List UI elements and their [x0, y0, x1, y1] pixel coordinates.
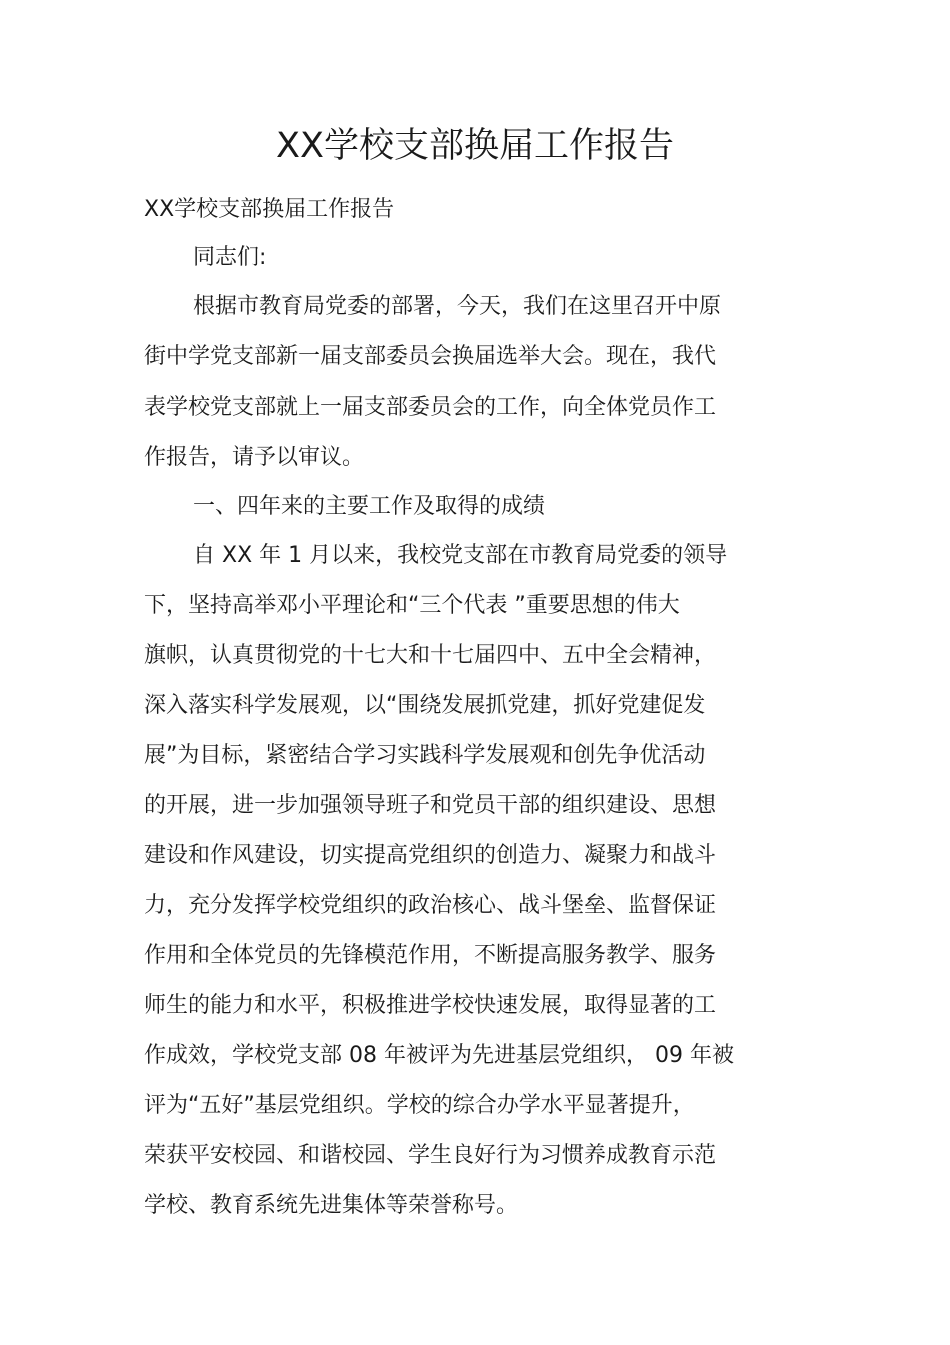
paragraph-line: 评为“五好”基层党组织。学校的综合办学水平显著提升， [144, 1093, 695, 1118]
paragraph-line: 展”为目标，紧密结合学习实践科学发展观和创先争优活动 [144, 743, 706, 768]
paragraph-line: 根据市教育局党委的部署，今天，我们在这里召开中原 [193, 294, 722, 319]
salutation-line: 同志们: [193, 245, 267, 270]
paragraph-line: 的开展，进一步加强领导班子和党员干部的组织建设、思想 [144, 793, 717, 818]
paragraph-line: 自 XX 年 1 月以来，我校党支部在市教育局党委的领导 [193, 543, 728, 568]
paragraph-line: 深入落实科学发展观，以“围绕发展抓党建，抓好党建促发 [144, 693, 706, 718]
paragraph-line: 建设和作风建设，切实提高党组织的创造力、凝聚力和战斗 [144, 843, 717, 868]
paragraph-line: 作用和全体党员的先锋模范作用，不断提高服务教学、服务 [144, 943, 717, 968]
paragraph-line: 力，充分发挥学校党组织的政治核心、战斗堡垒、监督保证 [144, 893, 717, 918]
paragraph-line: 师生的能力和水平，积极推进学校快速发展，取得显著的工 [144, 993, 717, 1018]
paragraph-line: 荣获平安校园、和谐校园、学生良好行为习惯养成教育示范 [144, 1143, 717, 1168]
paragraph-line: 作报告，请予以审议。 [144, 445, 365, 470]
paragraph-line: 旗帜，认真贯彻党的十七大和十七届四中、五中全会精神， [144, 643, 717, 668]
paragraph-line: 作成效，学校党支部 08 年被评为先进基层党组织， 09 年被 [144, 1043, 734, 1068]
paragraph-line: 表学校党支部就上一届支部委员会的工作，向全体党员作工 [144, 395, 717, 420]
subtitle-line: XX学校支部换届工作报告 [144, 197, 395, 222]
paragraph-line: 学校、教育系统先进集体等荣誉称号。 [144, 1193, 519, 1218]
section-heading: 一、四年来的主要工作及取得的成绩 [193, 494, 546, 519]
paragraph-line: 下，坚持高举邓小平理论和“三个代表 ”重要思想的伟大 [144, 593, 680, 618]
paragraph-line: 街中学党支部新一届支部委员会换届选举大会。现在，我代 [144, 344, 717, 369]
document-title: XX学校支部换届工作报告 [276, 126, 674, 166]
